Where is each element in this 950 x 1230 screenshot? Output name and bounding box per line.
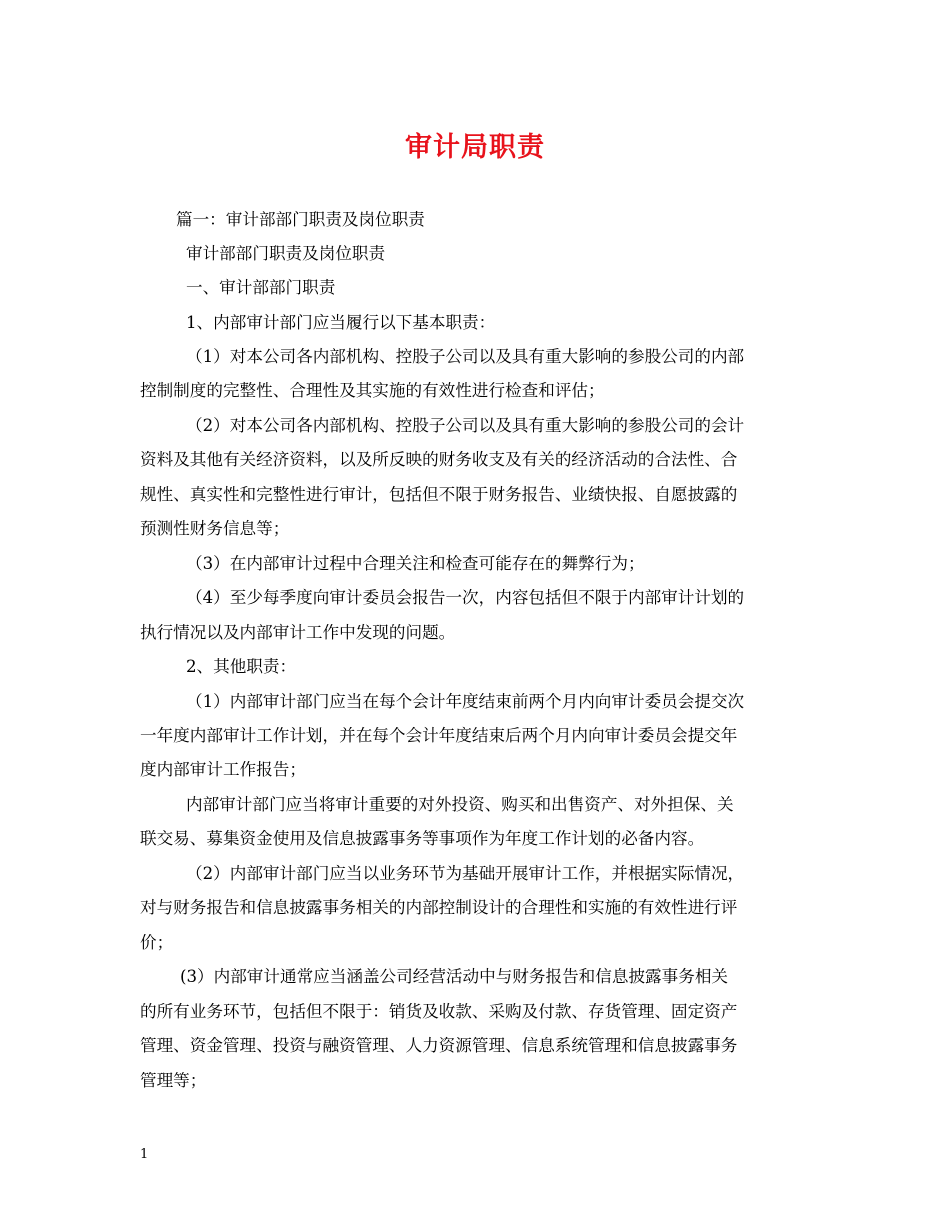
doc-line: 管理、资金管理、投资与融资管理、人力资源管理、信息系统管理和信息披露事务: [140, 1036, 738, 1055]
doc-line: 规性、真实性和完整性进行审计，包括但不限于财务报告、业绩快报、自愿披露的: [140, 485, 738, 504]
doc-line: 度内部审计工作报告；: [140, 760, 306, 779]
doc-line: 对与财务报告和信息披露事务相关的内部控制设计的合理性和实施的有效性进行评: [140, 898, 738, 917]
doc-line: 价；: [140, 933, 174, 952]
doc-line: 资料及其他有关经济资料，以及所反映的财务收支及有关的经济活动的合法性、合: [140, 450, 738, 469]
doc-line: （2）对本公司各内部机构、控股子公司以及具有重大影响的参股公司的会计: [186, 416, 745, 435]
page-number: 1: [140, 1147, 149, 1162]
doc-line: 内部审计部门应当将审计重要的对外投资、购买和出售资产、对外担保、关: [186, 795, 734, 814]
doc-line: 2、其他职责：: [186, 657, 297, 676]
doc-line: 审计部部门职责及岗位职责: [186, 244, 386, 263]
doc-line: （1）对本公司各内部机构、控股子公司以及具有重大影响的参股公司的内部: [186, 347, 745, 366]
page-title: 审计局职责: [405, 132, 545, 163]
doc-line: 执行情况以及内部审计工作中发现的问题。: [140, 623, 456, 642]
doc-line: 控制制度的完整性、合理性及其实施的有效性进行检查和评估；: [140, 381, 605, 400]
doc-line: (3）内部审计通常应当涵盖公司经营活动中与财务报告和信息披露事务相关: [180, 967, 729, 986]
doc-line: 篇一：审计部部门职责及岗位职责: [176, 210, 425, 229]
doc-line: 的所有业务环节，包括但不限于：销货及收款、采购及付款、存货管理、固定资产: [140, 1002, 738, 1021]
doc-line: 联交易、募集资金使用及信息披露事务等事项作为年度工作计划的必备内容。: [140, 829, 705, 848]
doc-line: （4）至少每季度向审计委员会报告一次，内容包括但不限于内部审计计划的: [186, 588, 745, 607]
doc-line: 管理等；: [140, 1071, 207, 1090]
doc-line: （3）在内部审计过程中合理关注和检查可能存在的舞弊行为；: [186, 554, 645, 573]
doc-line: 预测性财务信息等；: [140, 519, 290, 538]
doc-line: 1、内部审计部门应当履行以下基本职责：: [186, 313, 496, 332]
doc-line: （2）内部审计部门应当以业务环节为基础开展审计工作，并根据实际情况，: [186, 864, 745, 883]
doc-line: 一年度内部审计工作计划，并在每个会计年度结束后两个月内向审计委员会提交年: [140, 726, 738, 745]
doc-line: 一、审计部部门职责: [186, 278, 336, 297]
doc-line: （1）内部审计部门应当在每个会计年度结束前两个月内向审计委员会提交次: [186, 692, 745, 711]
